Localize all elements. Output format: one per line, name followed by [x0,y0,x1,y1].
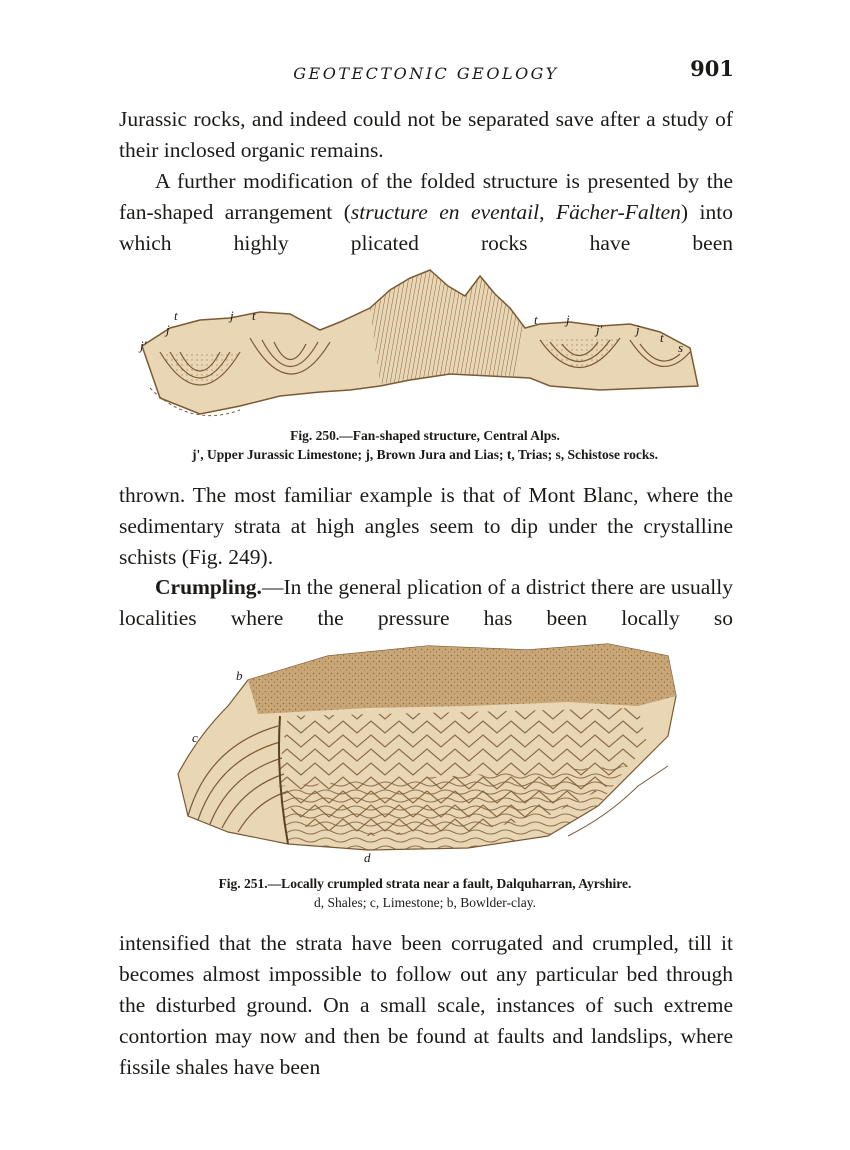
figure-251-title: Fig. 251.—Locally crumpled strata near a fault, Dalquharran, Ayrshire. [218,876,632,891]
paragraph-mont-blanc: thrown. The most familiar example is that of Mont Blanc, where the sedimentary strata at high angles seem to dip under the crystalline schists (Fig. 249). [119,483,733,569]
label-s-right: s [678,340,684,355]
label-b: b [236,668,243,683]
bowlder-clay-stipple [248,644,676,714]
label-j-right: j [566,312,570,327]
label-t-left: t [174,308,178,323]
figure-250-title: Fig. 250.—Fan-shaped structure, Central Alps. [290,428,560,443]
paragraph-corrugated: intensified that the strata have been corrugated and crumpled, till it becomes almost impossible to follow out any particular bed through the disturbed ground. On a small scale, instances of such extreme contortion may now and then be found at faults and landslips, where fissile shales have been [119,931,733,1079]
schistose-fan-core [370,270,525,384]
paragraph-crumpling [119,572,733,634]
label-j-prime-right: j' [596,322,603,337]
page-header [118,56,734,90]
text-run: —In the general plication of a district there are usually localities where the pressure has been locally so [119,575,733,630]
fan-structure-engraving [130,268,710,420]
page-number: 901 [690,56,734,81]
crumpled-strata-engraving [168,636,688,866]
text-run: , [539,200,556,224]
text-run: ) into which highly plicated rocks have been [119,200,733,255]
label-t-right: t [534,312,538,327]
label-j-left-2: j [230,308,234,323]
figure-250-legend: j', Upper Jurassic Limestone; j, Brown Jura and Lias; t, Trias; s, Schistose rocks. [191,447,659,462]
italic-term: structure en eventail [350,200,540,224]
figure-251-illustration [168,636,688,866]
figure-251-legend: d, Shales; c, Limestone; b, Bowlder-clay. [314,895,536,910]
label-c: c [192,730,198,745]
paragraph-fan-structure [119,166,733,259]
label-t-left-2: t [252,308,256,323]
run-in-heading: Crumpling. [155,575,262,599]
figure-250-illustration [130,268,710,420]
italic-term: Fächer-Falten [555,200,681,224]
text-run: A further modification of the folded structure is presented by the fan-shaped arrangement ( [119,169,733,224]
label-t-right-2: t [660,330,664,345]
label-j-right-2: j [636,322,640,337]
label-j-left: j [166,322,170,337]
running-title: GEOTECTONIC GEOLOGY [293,64,559,83]
figure-250-caption [110,426,740,464]
label-j-prime-left: j' [140,338,147,353]
paragraph-continuation: Jurassic rocks, and indeed could not be separated save after a study of their inclosed organic remains. [119,107,733,162]
figure-251-caption [110,874,740,912]
label-d: d [364,850,371,865]
